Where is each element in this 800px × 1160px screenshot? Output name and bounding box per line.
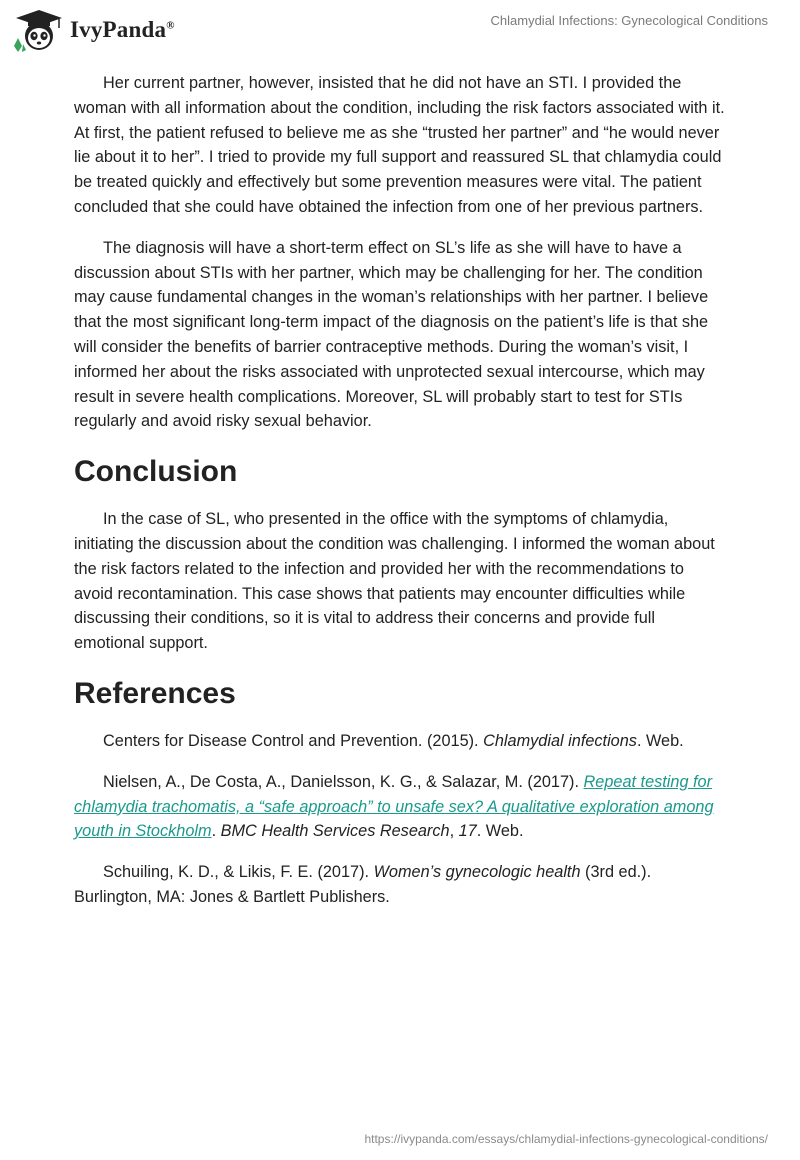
reference-entry-1: Centers for Disease Control and Prevention. (2015). Chlamydial infections. Web. — [103, 731, 684, 750]
brand-name: IvyPanda® — [70, 17, 175, 42]
registered-mark: ® — [166, 19, 175, 32]
conclusion-paragraph: In the case of SL, who presented in the office with the symptoms of chlamydia, initiating the discussion about the condition was challenging. I informed the woman about the risk factors related to the infection and provided her with the recommendations to avoid recontamination. This case shows that patients may encounter difficulties while discussing their conditions, so it is vital to address their concerns and provide full emotional support. — [74, 510, 715, 653]
conclusion-heading: Conclusion — [74, 455, 238, 489]
body-paragraph-2: The diagnosis will have a short-term effect on SL’s life as she will have to have a discussion about STIs with her partner, which may be challenging for her. The condition may cause fundamental changes in the woman’s relationships with her partner. I believe that the most significant long-term impact of the diagnosis on the patient’s life is that she will consider the benefits of barrier contraceptive methods. During the woman’s visit, I informed her about the risks associated with unprotected sexual intercourse, which may result in severe health complications. Moreover, SL will probably start to test for STIs regularly and avoid risky sexual behavior. — [74, 238, 709, 431]
references-heading: References — [74, 676, 236, 710]
panda-graduate-icon — [14, 8, 64, 52]
reference-link[interactable]: Repeat testing for chlamydia trachomatis, a “safe approach” to unsafe sex? A qualitative exploration among youth in Stockholm — [74, 772, 714, 841]
body-paragraph-1: Her current partner, however, insisted that he did not have an STI. I provided the woman with all information about the condition, including the risk factors associated with it. At first, the patient refused to believe me as she “trusted her partner” and “he would never lie about it to her”. I tried to provide my full support and reassured SL that chlamydia could be treated quickly and effectively but some prevention measures were vital. The patient concluded that she could have obtained the infection from one of her previous partners. — [74, 74, 725, 216]
source-url[interactable]: https://ivypanda.com/essays/chlamydial-infections-gynecological-conditions/ — [364, 1132, 768, 1146]
reference-entry-2: Nielsen, A., De Costa, A., Danielsson, K. G., & Salazar, M. (2017). Repeat testing for chlamydia trachomatis, a “safe approach” to unsafe sex? A qualitative exploration among youth in Stockholm. BMC Health Services Research, 17. Web. — [74, 772, 714, 841]
reference-entry-3: Schuiling, K. D., & Likis, F. E. (2017). Women’s gynecologic health (3rd ed.). Burlington, MA: Jones & Bartlett Publishers. — [74, 863, 652, 906]
essay-content — [74, 71, 726, 926]
ivypanda-logo[interactable] — [14, 8, 175, 52]
page-header — [0, 0, 800, 60]
document-title: Chlamydial Infections: Gynecological Conditions — [490, 13, 768, 28]
